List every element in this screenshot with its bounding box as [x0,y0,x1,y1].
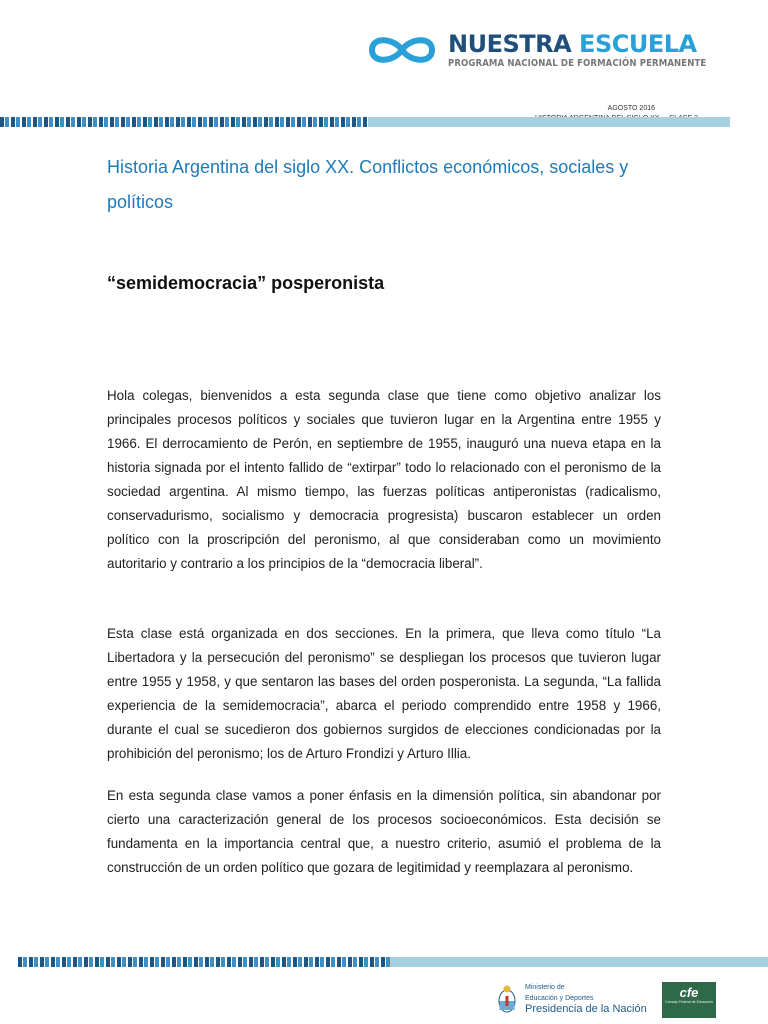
presidency-label: Presidencia de la Nación [525,1003,647,1015]
header-date: AGOSTO 2016 [607,105,655,112]
infinity-logo-icon [366,30,438,70]
paragraph-intro: Hola colegas, bienvenidos a esta segunda clase que tiene como objetivo analizar los principales procesos políticos y sociales que tuvieron lugar en la Argentina entre 1955 y 1966. El derrocamiento de Perón, en septiembre de 1955, inauguró una nueva etapa en la historia signada por el intento fallido de “extirpar” todo lo relacionado con el peronismo de la sociedad argentina. Al mismo tiempo, las fuerzas políticas antiperonistas (radicalismo, conservadurismo, socialismo y democracia progresista) buscaron establecer un orden político con la proscripción del peronismo, al que consideraban como un movimiento autoritario y contrario a los principios de la “democracia liberal”. [107,388,661,571]
header-stripe [0,117,730,127]
logo-title [448,31,706,57]
logo-subtitle: PROGRAMA NACIONAL DE FORMACIÓN PERMANENTE [448,58,707,69]
logo-word-escuela: ESCUELA [579,30,697,58]
document-title: Historia Argentina del siglo XX. Conflictos económicos, sociales y políticos [107,157,629,212]
header-stripe-bar [368,117,730,127]
paragraph-structure: Esta clase está organizada en dos secciones. En la primera, que lleva como título “La Libertadora y la persecución del peronismo” se despliegan los procesos que tuvieron lugar entre 1955 y 1958, y que sentaron las bases del orden posperonista. La segunda, “La fallida experiencia de la semidemocracia”, abarca el periodo comprendido entre 1958 y 1966, durante el cual se sucedieron dos gobiernos surgidos de elecciones condicionadas por la prohibición del peronismo; los de Arturo Frondizi y Arturo Illia. [107,626,661,761]
ministry-line1: Ministerio de [525,984,565,991]
national-emblem-icon [497,984,517,1014]
paragraph-emphasis: En esta segunda clase vamos a poner énfasis en la dimensión política, sin abandonar por cierto una caracterización general de los procesos socioeconómicos. Esta decisión se fundamenta en la importancia central que, a nuestro criterio, asumió el problema de la construcción de un orden político que gozara de legitimidad y reemplazara al peronismo. [107,788,661,875]
footer-stripe-bar [390,957,768,967]
cfe-small-text: Consejo Federal de Educación [665,1000,713,1004]
cfe-label: cfe [679,985,699,1000]
ministry-line2: Educación y Deportes [525,995,594,1002]
cfe-logo [662,982,716,1018]
footer-stripe [18,957,768,967]
logo-word-nuestra: NUESTRA [448,30,572,58]
header-stripe-dashes [0,117,368,127]
nuestra-escuela-logo [366,30,706,70]
document-subtitle: “semidemocracia” posperonista [107,273,385,293]
ministry-logo [497,982,647,1015]
footer-stripe-dashes [18,957,390,967]
header-meta [455,104,655,114]
